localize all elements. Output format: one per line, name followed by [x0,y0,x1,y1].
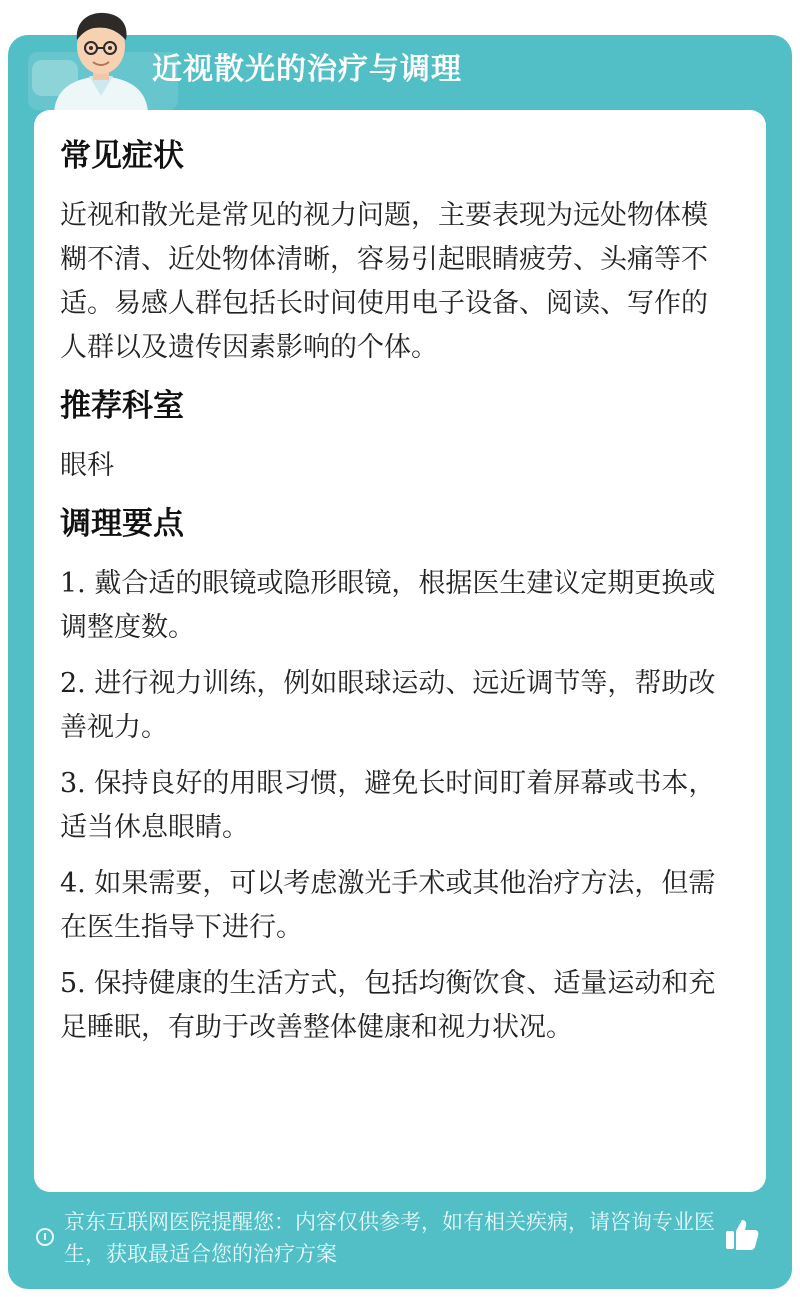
department-text: 眼科 [60,450,114,481]
item-number: 2. [60,668,86,699]
item-text: 如果需要，可以考虑激光手术或其他治疗方法，但需在医生指导下进行。 [60,868,716,943]
list-item [60,662,728,750]
item-number: 1. [60,568,86,599]
item-text: 戴合适的眼镜或隐形眼镜，根据医生建议定期更换或调整度数。 [60,568,716,643]
content-body [60,132,728,1062]
thumbs-up-icon[interactable] [724,1217,760,1251]
list-item [60,762,728,850]
symptoms-text: 近视和散光是常见的视力问题，主要表现为远处物体模糊不清、近处物体清晰，容易引起眼睛疲劳、头痛等不适。易感人群包括长时间使用电子设备、阅读、写作的人群以及遗传因素影响的个体。 [60,200,708,363]
footer-disclaimer: 京东互联网医院提醒您：内容仅供参考，如有相关疾病，请咨询专业医生，获取最适合您的治疗方案 [64,1210,715,1266]
section-heading-symptoms: 常见症状 [60,138,184,174]
info-icon [36,1228,54,1246]
item-text: 进行视力训练，例如眼球运动、远近调节等，帮助改善视力。 [60,668,716,743]
item-number: 3. [60,768,86,799]
item-number: 4. [60,868,86,899]
list-item [60,862,728,950]
item-text: 保持健康的生活方式，包括均衡饮食、适量运动和充足睡眠，有助于改善整体健康和视力状况。 [60,968,716,1043]
section-heading-care: 调理要点 [60,506,184,542]
list-item [60,562,728,650]
doctor-avatar [46,6,156,112]
page-title: 近视散光的治疗与调理 [152,52,462,87]
list-item [60,962,728,1050]
item-number: 5. [60,968,86,999]
content-card [34,110,766,1192]
item-text: 保持良好的用眼习惯，避免长时间盯着屏幕或书本，适当休息眼睛。 [60,768,716,843]
section-heading-department: 推荐科室 [60,388,184,424]
